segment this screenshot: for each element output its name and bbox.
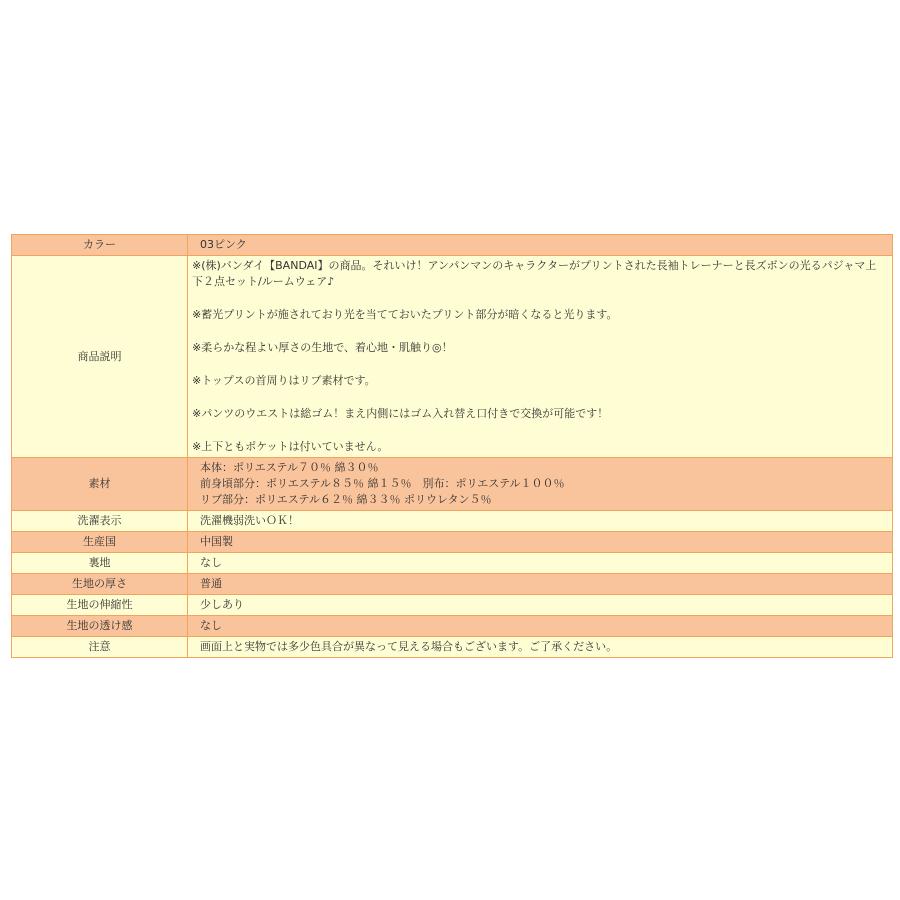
material-line: 本体：ポリエステル７０％ 綿３０％ (200, 461, 379, 474)
spec-label-lining: 裏地 (12, 553, 188, 574)
product-spec-table (11, 234, 893, 658)
spec-value-washing: 洗濯機弱洗いＯＫ！ (188, 511, 893, 532)
spec-label-washing: 洗濯表示 (12, 511, 188, 532)
spec-label-thickness: 生地の厚さ (12, 574, 188, 595)
spec-value-material (188, 458, 893, 511)
spec-value-description (188, 256, 893, 458)
spec-label-sheerness: 生地の透け感 (12, 616, 188, 637)
spec-value-sheerness: なし (188, 616, 893, 637)
material-line: リブ部分：ポリエステル６２％ 綿３３％ ポリウレタン５％ (200, 493, 492, 506)
spec-label-material: 素材 (12, 458, 188, 511)
spec-value-color: 03ピンク (188, 235, 893, 256)
spec-value-country: 中国製 (188, 532, 893, 553)
spec-label-stretch: 生地の伸縮性 (12, 595, 188, 616)
spec-row-description (12, 256, 893, 458)
spec-row-color (12, 235, 893, 256)
description-paragraph: ※(株)バンダイ【BANDAI】の商品。それいけ！アンパンマンのキャラクターがプリントされた長袖トレーナーと長ズボンの光るパジャマ上下２点セット/ルームウェア♪ (192, 259, 877, 288)
description-paragraph: ※トップスの首周りはリブ素材です。 (192, 374, 376, 387)
spec-row-material (12, 458, 893, 511)
description-paragraph: ※パンツのウエストは総ゴム！まえ内側にはゴム入れ替え口付きで交換が可能です！ (192, 407, 609, 420)
material-line: 前身頃部分：ポリエステル８５％ 綿１５％ 別布：ポリエステル１００％ (200, 477, 565, 490)
spec-value-thickness: 普通 (188, 574, 893, 595)
spec-value-stretch: 少しあり (188, 595, 893, 616)
spec-value-lining: なし (188, 553, 893, 574)
spec-row-country (12, 532, 893, 553)
spec-row-stretch (12, 595, 893, 616)
description-paragraph: ※蓄光プリントが施されており光を当てておいたプリント部分が暗くなると光ります。 (192, 308, 618, 321)
spec-label-color: カラー (12, 235, 188, 256)
spec-row-lining (12, 553, 893, 574)
spec-row-sheerness (12, 616, 893, 637)
spec-row-thickness (12, 574, 893, 595)
spec-row-notice (12, 637, 893, 658)
description-paragraph: ※上下ともポケットは付いていません。 (192, 440, 389, 453)
spec-label-description: 商品説明 (12, 256, 188, 458)
spec-value-notice: 画面上と実物では多少色具合が異なって見える場合もございます。ご了承ください。 (188, 637, 893, 658)
spec-label-notice: 注意 (12, 637, 188, 658)
spec-row-washing (12, 511, 893, 532)
spec-label-country: 生産国 (12, 532, 188, 553)
description-paragraph: ※柔らかな程よい厚さの生地で、着心地・肌触り◎！ (192, 341, 453, 354)
